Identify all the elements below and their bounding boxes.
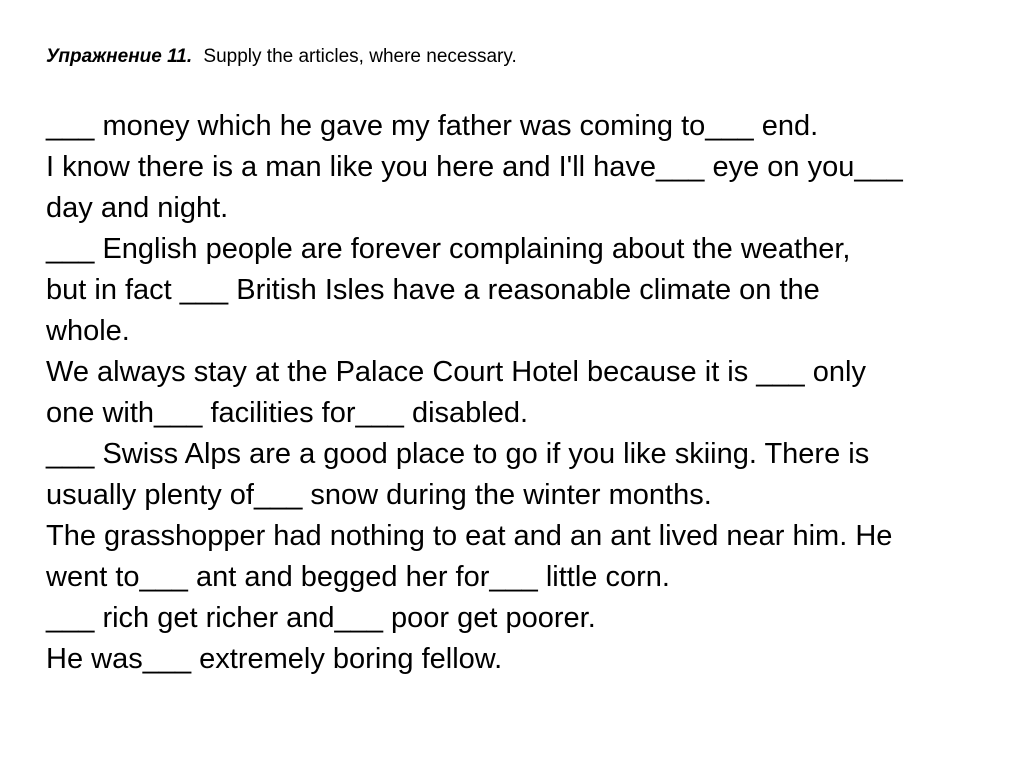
text-line: whole. (46, 315, 130, 347)
text-line: ___ rich get richer and___ poor get poorer. (46, 602, 596, 634)
text-line: The grasshopper had nothing to eat and an ant lived near him. He (46, 520, 893, 552)
text-line: but in fact ___ British Isles have a reasonable climate on the (46, 274, 820, 306)
text-line: went to___ ant and begged her for___ little corn. (46, 561, 670, 593)
text-line: He was___ extremely boring fellow. (46, 643, 503, 675)
text-line: ___ money which he gave my father was coming to___ end. (46, 110, 819, 142)
exercise-text (46, 106, 1006, 680)
text-line: usually plenty of___ snow during the winter months. (46, 479, 712, 511)
text-line: one with___ facilities for___ disabled. (46, 397, 529, 429)
exercise-number: Упражнение 11. (46, 46, 193, 67)
exercise-instruction: Supply the articles, where necessary. (203, 46, 517, 67)
text-line: We always stay at the Palace Court Hotel because it is ___ only (46, 356, 866, 388)
text-line: day and night. (46, 192, 229, 224)
text-line: ___ English people are forever complaining about the weather, (46, 233, 851, 265)
text-line: I know there is a man like you here and I'll have___ eye on you___ (46, 151, 903, 183)
exercise-heading (46, 44, 517, 70)
text-line: ___ Swiss Alps are a good place to go if you like skiing. There is (46, 438, 870, 470)
